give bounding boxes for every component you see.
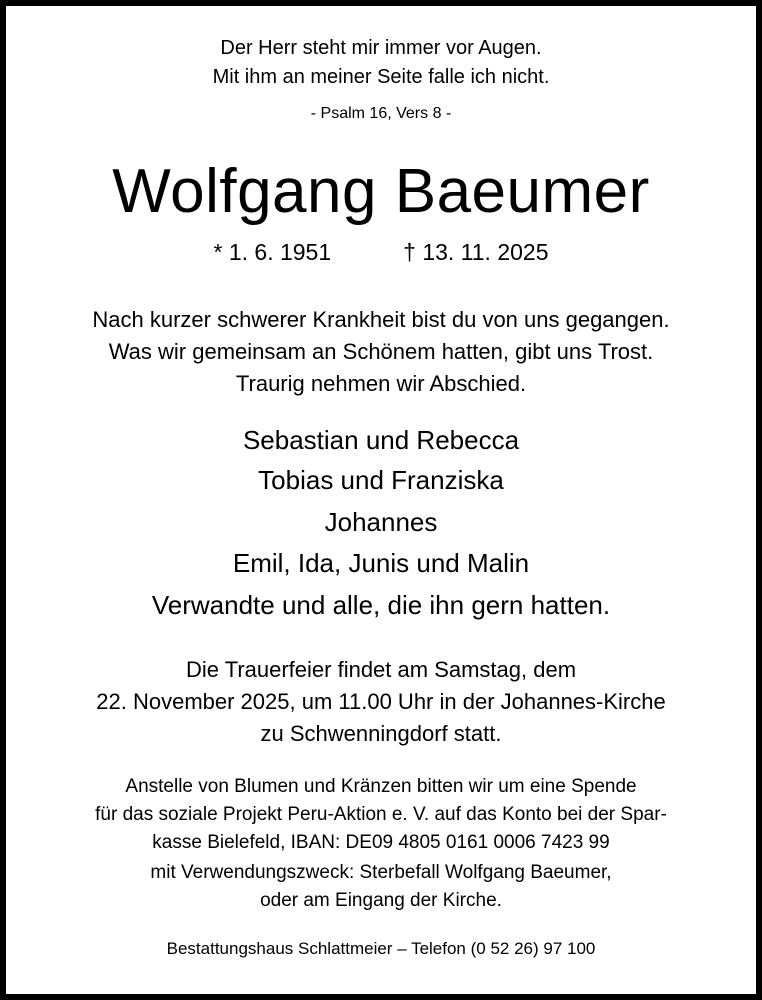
verse-line-2: Mit ihm an meiner Seite falle ich nicht.	[212, 66, 550, 88]
donation-line: kasse Bielefeld, IBAN: DE09 4805 0161 0006 7423 99	[152, 832, 610, 853]
message-line: Nach kurzer schwerer Krankheit bist du von uns gegangen.	[92, 307, 670, 332]
message-line: Was wir gemeinsam an Schönem hatten, gibt uns Trost.	[108, 339, 654, 364]
life-dates	[6, 237, 756, 267]
donation-line: oder am Eingang der Kirche.	[260, 890, 502, 911]
donation-line: für das soziale Projekt Peru-Aktion e. V. auf das Konto bei der Spar-	[95, 804, 667, 825]
deceased-name: Wolfgang Baeumer	[112, 157, 650, 226]
service-line: Die Trauerfeier findet am Samstag, dem	[185, 657, 577, 682]
birth-date: * 1. 6. 1951	[213, 239, 332, 265]
donation-line: mit Verwendungszweck: Sterbefall Wolfgang Baeumer,	[150, 862, 612, 883]
mourner-line: Johannes	[324, 507, 438, 537]
verse-source: - Psalm 16, Vers 8 -	[310, 105, 452, 122]
mourner-line: Tobias und Franziska	[258, 465, 504, 495]
death-date: † 13. 11. 2025	[403, 239, 549, 265]
funeral-home-footer: Bestattungshaus Schlattmeier – Telefon (0 52 26) 97 100	[166, 939, 596, 958]
mourner-line: Sebastian und Rebecca	[242, 425, 520, 455]
donation-line: Anstelle von Blumen und Kränzen bitten wir um eine Spende	[125, 776, 637, 797]
service-line: 22. November 2025, um 11.00 Uhr in der Johannes-Kirche	[96, 689, 666, 714]
mourner-line: Emil, Ida, Junis und Malin	[232, 548, 530, 578]
verse-line-1: Der Herr steht mir immer vor Augen.	[220, 37, 542, 59]
message-line: Traurig nehmen wir Abschied.	[235, 371, 527, 396]
mourner-line: Verwandte und alle, die ihn gern hatten.	[151, 590, 611, 620]
service-line: zu Schwenningdorf statt.	[260, 721, 502, 746]
